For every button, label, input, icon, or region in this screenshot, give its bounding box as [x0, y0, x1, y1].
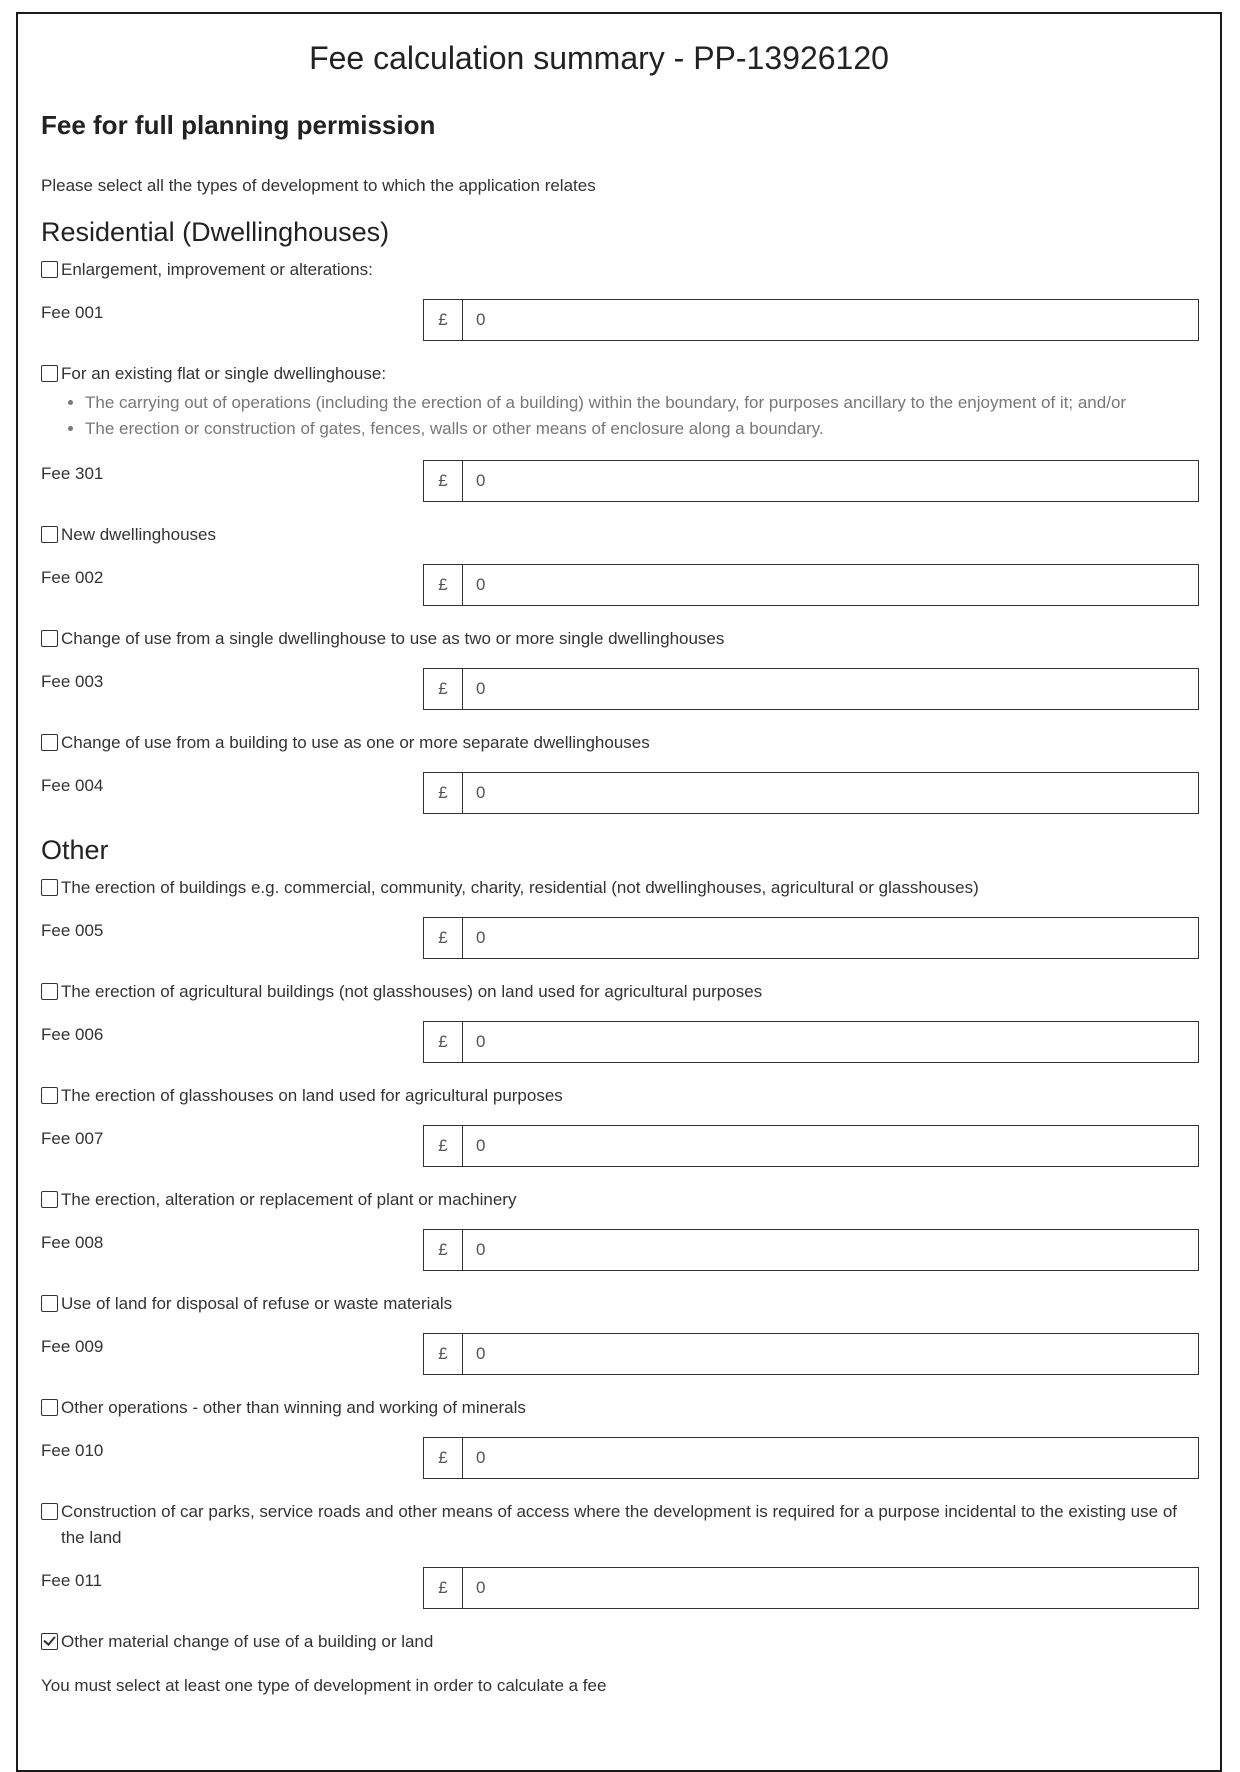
currency-prefix: £	[424, 1126, 463, 1166]
checkbox-row[interactable]	[41, 875, 1181, 901]
checkbox[interactable]	[41, 1295, 58, 1312]
currency-prefix: £	[424, 669, 463, 709]
currency-prefix: £	[424, 1230, 463, 1270]
fee-value[interactable]: 0	[476, 783, 486, 802]
fee-input[interactable]	[423, 460, 1199, 502]
checkbox-checked[interactable]	[41, 1633, 58, 1650]
fee-value[interactable]: 0	[476, 471, 486, 490]
currency-prefix: £	[424, 1334, 463, 1374]
checkbox-label: Change of use from a single dwellinghouse to use as two or more single dwellinghouses	[61, 629, 725, 648]
fee-value[interactable]: 0	[476, 1448, 486, 1467]
fee-value[interactable]: 0	[476, 928, 486, 947]
checkbox-row[interactable]	[41, 1395, 1181, 1421]
checkbox[interactable]	[41, 630, 58, 647]
fee-input[interactable]	[423, 1229, 1199, 1271]
checkbox-row[interactable]	[41, 1083, 1181, 1109]
bullet-item: • The carrying out of operations (including the erection of a building) within the boundary, for purposes ancillary to the enjoyment of it; and/or	[85, 390, 1205, 416]
checkbox-row[interactable]	[41, 979, 1181, 1005]
fee-label: Fee 301	[41, 464, 104, 483]
checkbox-row[interactable]	[41, 257, 1181, 283]
fee-value[interactable]: 0	[476, 1240, 486, 1259]
currency-prefix: £	[424, 1022, 463, 1062]
currency-prefix: £	[424, 565, 463, 605]
checkbox-row[interactable]	[41, 522, 1181, 548]
validation-message: You must select at least one type of development in order to calculate a fee	[41, 1676, 607, 1695]
fee-label: Fee 010	[41, 1441, 104, 1460]
checkbox-row[interactable]	[41, 626, 1181, 652]
fee-label: Fee 002	[41, 568, 104, 587]
fee-value[interactable]: 0	[476, 1032, 486, 1051]
bullet-item: • The erection or construction of gates, fences, walls or other means of enclosure along a boundary.	[85, 416, 1205, 442]
currency-prefix: £	[424, 300, 463, 340]
checkbox-label: Enlargement, improvement or alterations:	[61, 260, 373, 279]
fee-label: Fee 008	[41, 1233, 104, 1252]
fee-value[interactable]: 0	[476, 575, 486, 594]
checkbox-label: The erection of glasshouses on land used for agricultural purposes	[61, 1086, 563, 1105]
checkbox-row[interactable]	[41, 1629, 1181, 1655]
fee-input[interactable]	[423, 1125, 1199, 1167]
checkbox[interactable]	[41, 1087, 58, 1104]
checkbox-row[interactable]	[41, 1291, 1181, 1317]
page-title: Fee calculation summary - PP-13926120	[309, 40, 889, 76]
fee-input[interactable]	[423, 772, 1199, 814]
fee-label: Fee 011	[41, 1571, 103, 1590]
checkbox-label: Construction of car parks, service roads and other means of access where the development is required for a purpose incidental to the existing use of the land	[61, 1502, 1177, 1547]
fee-input[interactable]	[423, 1437, 1199, 1479]
fee-value[interactable]: 0	[476, 679, 486, 698]
fee-value[interactable]: 0	[476, 1136, 486, 1155]
checkbox-row[interactable]	[41, 1499, 1181, 1551]
fee-label: Fee 007	[41, 1129, 104, 1148]
currency-prefix: £	[424, 461, 463, 501]
currency-prefix: £	[424, 1568, 463, 1608]
checkbox[interactable]	[41, 734, 58, 751]
fee-value[interactable]: 0	[476, 1578, 486, 1597]
checkbox[interactable]	[41, 1191, 58, 1208]
checkbox-row[interactable]	[41, 730, 1181, 756]
fee-label: Fee 004	[41, 776, 104, 795]
fee-label: Fee 003	[41, 672, 104, 691]
fee-label: Fee 001	[41, 303, 104, 322]
fee-input[interactable]	[423, 917, 1199, 959]
fee-input[interactable]	[423, 1333, 1199, 1375]
currency-prefix: £	[424, 1438, 463, 1478]
checkbox[interactable]	[41, 261, 58, 278]
checkbox[interactable]	[41, 365, 58, 382]
checkbox[interactable]	[41, 983, 58, 1000]
other-heading: Other	[41, 835, 109, 865]
currency-prefix: £	[424, 773, 463, 813]
checkbox-label: Change of use from a building to use as one or more separate dwellinghouses	[61, 733, 650, 752]
checkbox-row[interactable]	[41, 361, 1181, 387]
fee-label: Fee 009	[41, 1337, 104, 1356]
checkbox-label: New dwellinghouses	[61, 525, 216, 544]
fee-label: Fee 005	[41, 921, 104, 940]
fee-input[interactable]	[423, 668, 1199, 710]
fee-value[interactable]: 0	[476, 1344, 486, 1363]
checkbox-label: Other operations - other than winning and working of minerals	[61, 1398, 526, 1417]
fee-input[interactable]	[423, 1021, 1199, 1063]
checkbox-label: The erection, alteration or replacement of plant or machinery	[61, 1190, 517, 1209]
fee-value[interactable]: 0	[476, 310, 486, 329]
checkbox[interactable]	[41, 1399, 58, 1416]
fee-input[interactable]	[423, 299, 1199, 341]
intro-text: Please select all the types of development to which the application relates	[41, 176, 596, 195]
fee-input[interactable]	[423, 1567, 1199, 1609]
currency-prefix: £	[424, 918, 463, 958]
residential-heading: Residential (Dwellinghouses)	[41, 217, 390, 247]
checkbox-label: The erection of agricultural buildings (not glasshouses) on land used for agricultural purposes	[61, 982, 763, 1001]
checkbox-row[interactable]	[41, 1187, 1181, 1213]
checkbox[interactable]	[41, 1503, 58, 1520]
bullet-list	[63, 390, 1205, 442]
checkbox-label: Use of land for disposal of refuse or waste materials	[61, 1294, 453, 1313]
checkbox-label: Other material change of use of a building or land	[61, 1632, 434, 1651]
fee-input[interactable]	[423, 564, 1199, 606]
section-heading: Fee for full planning permission	[41, 110, 436, 140]
checkbox[interactable]	[41, 879, 58, 896]
checkbox-label: For an existing flat or single dwellinghouse:	[61, 364, 387, 383]
checkbox[interactable]	[41, 526, 58, 543]
checkbox-label: The erection of buildings e.g. commercial, community, charity, residential (not dwellinghouses, agricultural or glasshouses)	[61, 878, 979, 897]
fee-label: Fee 006	[41, 1025, 104, 1044]
